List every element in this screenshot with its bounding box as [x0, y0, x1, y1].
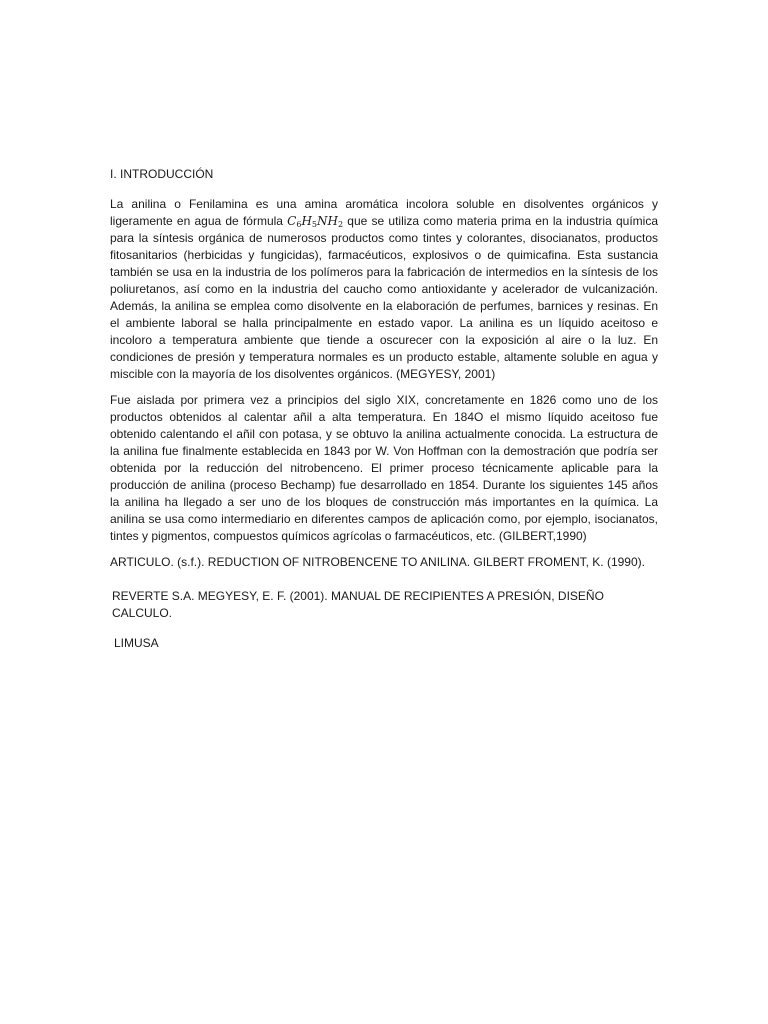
formula-nh-subscript: 2 — [337, 220, 344, 229]
intro-paragraph-2: Fue aislada por primera vez a principios del siglo XIX, concretamente en 1826 como uno de los productos obtenidos al calentar añil a alta temperatura. En 184O el mismo líquido aceitoso fue obtenido calentando el añil con potasa, y se obtuvo la anilina actualmente conocida. La estructura de la anilina fue finalmente establecida en 1843 por W. Von Hoffman con la demostración que podría ser obtenida por la reducción del nitrobenceno. El primer proceso técnicamente aplicable para la producción de anilina (proceso Bechamp) fue desarrollado en 1854. Durante los siguientes 145 años la anilina ha llegado a ser uno de los bloques de construcción más importantes en la química. La anilina se usa como intermediario en diferentes campos de aplicación como, por ejemplo, isocianatos, tintes y pigmentos, compuestos químicos agrícolas o farmacéuticos, etc. (GILBERT,1990) — [110, 393, 658, 543]
formula-nh: NH — [317, 214, 338, 228]
document-page — [110, 166, 658, 652]
intro-paragraph-1 — [110, 196, 658, 383]
chemical-formula — [287, 214, 343, 228]
reference-2: REVERTE S.A. MEGYESY, E. F. (2001). MANUAL DE RECIPIENTES A PRESIÓN, DISEÑO CALCULO. — [112, 589, 604, 620]
reference-1: ARTICULO. (s.f.). REDUCTION OF NITROBENCENE TO ANILINA. GILBERT FROMENT, K. (1990). — [110, 555, 645, 569]
reference-3: LIMUSA — [114, 636, 159, 650]
paragraph-text: que se utiliza como materia prima en la industria química para la síntesis orgánica de numerosos productos como tintes y colorantes, disocianatos, productos fitosanitarios (herbicidas y fungicidas), farmacéuticos, explosivos o de quimicafina. Esta sustancia también se usa en la industria de los polímeros para la fabricación de intermedios en la síntesis de los poliuretanos, así como en la industria del caucho como antioxidante y acelerador de vulcanización. Además, la anilina se emplea como disolvente en la elaboración de perfumes, barnices y resinas. En el ambiente laboral se halla principalmente en estado vapor. La anilina es un líquido aceitoso e incoloro a temperatura ambiente que tiende a oscurecer con la exposición al aire o la luz. En condiciones de presión y temperatura normales es un producto estable, altamente soluble en agua y miscible con la mayoría de los disolventes orgánicos. (MEGYESY, 2001) — [110, 214, 659, 381]
formula-h: H — [301, 214, 312, 228]
formula-c: C — [287, 214, 297, 228]
formula-c-subscript: 6 — [296, 220, 302, 229]
paragraph-text: La anilina o Fenilamina es una amina aromática incolora soluble en disolventes orgánicos y ligeramente en agua de fórmula — [110, 197, 658, 228]
section-heading: I. INTRODUCCIÓN — [110, 167, 214, 181]
formula-h-subscript: 5 — [311, 220, 318, 229]
